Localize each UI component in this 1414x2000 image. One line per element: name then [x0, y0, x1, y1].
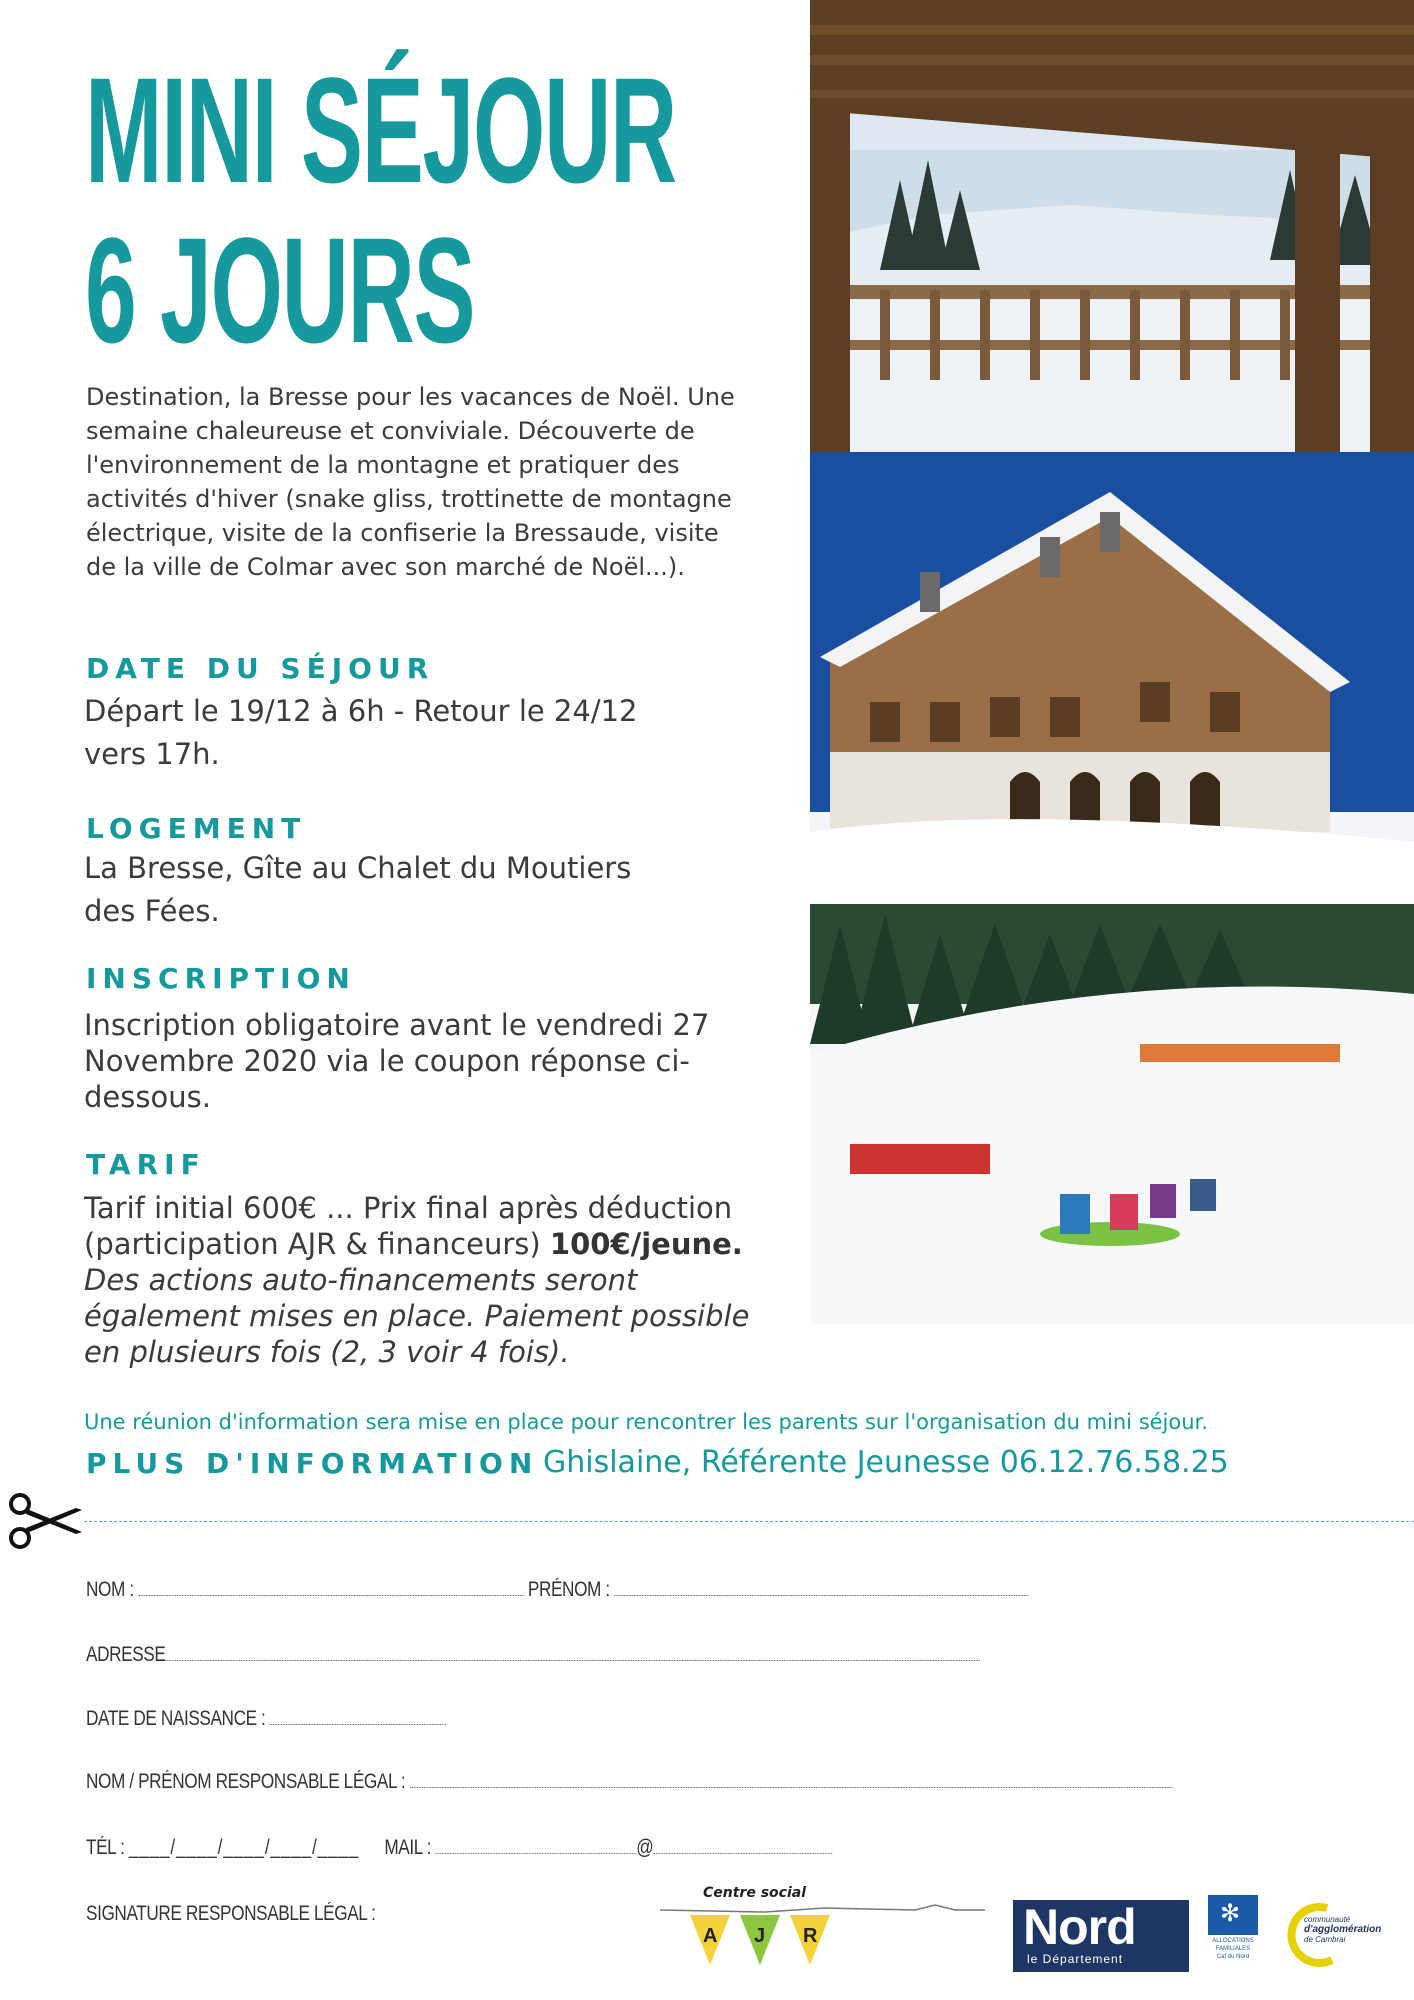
caf-line-2: FAMILIALES — [1215, 1946, 1251, 1952]
ajr-top-text: Centre social — [703, 1885, 806, 1901]
mail-label: MAIL : — [384, 1836, 432, 1859]
row-naissance — [86, 1707, 446, 1731]
more-info-contact: Ghislaine, Référente Jeunesse 06.12.76.58.25 — [543, 1445, 1229, 1480]
meeting-note: Une réunion d'information sera mise en place pour rencontrer les parents sur l'organisation du mini séjour. — [84, 1410, 1208, 1434]
caf-star-icon: ✻ — [1220, 1899, 1241, 1927]
date-text: Départ le 19/12 à 6h - Retour le 24/12 vers 17h. — [84, 694, 638, 771]
cut-line — [84, 1521, 1414, 1522]
page-title — [85, 46, 785, 374]
row-nom — [86, 1578, 1028, 1602]
cambrai-line-3: de Cambrai — [1304, 1935, 1346, 1944]
photo-balcony-view — [810, 0, 1414, 452]
title-line-2: 6 JOURS — [85, 206, 475, 374]
caf-line-1: ALLOCATIONS — [1212, 1938, 1254, 1944]
tarif-text — [84, 1190, 754, 1370]
caf-line-3: Caf du Nord — [1216, 1954, 1250, 1960]
logement-text: La Bresse, Gîte au Chalet du Moutiers des Fées. — [84, 851, 632, 928]
ajr-letter-r: R — [803, 1925, 818, 1947]
adresse-field[interactable] — [165, 1645, 979, 1661]
ajr-letter-j: J — [754, 1925, 766, 1947]
tarif-note: Des actions auto-financements seront également mises en place. Paiement possible en plusieurs fois (2, 3 voir 4 fois). — [84, 1263, 750, 1369]
logo-caf — [1208, 1895, 1258, 1975]
at-sign: @ — [636, 1836, 654, 1859]
inscription-heading: INSCRIPTION — [86, 962, 356, 995]
naissance-field[interactable] — [270, 1709, 446, 1725]
tel-label: TÉL : — [86, 1836, 125, 1859]
logo-cambrai — [1282, 1900, 1392, 1980]
responsable-label: NOM / PRÉNOM RESPONSABLE LÉGAL : — [86, 1770, 406, 1793]
tarif-plain: Tarif initial 600€ ... Prix final après déduction (participation AJR & financeurs) — [84, 1191, 733, 1261]
nom-label: NOM : — [86, 1578, 134, 1601]
logement-heading: LOGEMENT — [86, 812, 307, 845]
adresse-label: ADRESSE — [86, 1643, 166, 1666]
caf-emblem — [1208, 1895, 1258, 1935]
inscription-text: Inscription obligatoire avant le vendredi 27 Novembre 2020 via le coupon réponse ci-dessous. — [84, 1008, 710, 1114]
logo-ajr — [655, 1880, 990, 1990]
prenom-field[interactable] — [614, 1580, 1028, 1596]
naissance-label: DATE DE NAISSANCE : — [86, 1707, 266, 1730]
intro-paragraph: Destination, la Bresse pour les vacances de Noël. Une semaine chaleureuse et conviviale. Découverte de l'environnement de la montagne et pratiquer des activités d'hiver (snake gliss, trottinette de montagne électrique, visite de la confiserie la Bressaude, visite de la ville de Colmar avec son marché de Noël...). — [86, 383, 735, 581]
row-signature — [86, 1902, 376, 1926]
row-contact — [86, 1836, 832, 1860]
mail-domain-field[interactable] — [653, 1838, 832, 1854]
cambrai-line-1: communauté — [1304, 1915, 1351, 1924]
tarif-heading: TARIF — [86, 1148, 206, 1181]
nord-subtext: le Département — [1027, 1952, 1124, 1966]
mail-user-field[interactable] — [435, 1838, 636, 1854]
signature-label: SIGNATURE RESPONSABLE LÉGAL : — [86, 1902, 376, 1925]
nom-field[interactable] — [138, 1580, 523, 1596]
prenom-label: PRÉNOM : — [527, 1578, 610, 1601]
cambrai-text — [1304, 1915, 1381, 1945]
logo-nord — [1013, 1900, 1189, 1972]
ajr-letter-a: A — [703, 1925, 718, 1947]
nord-text: Nord — [1023, 1899, 1136, 1955]
responsable-field[interactable] — [410, 1772, 1173, 1788]
row-responsable — [86, 1770, 1172, 1794]
caf-text — [1208, 1937, 1258, 1961]
photo-chalet — [810, 452, 1414, 904]
title-line-1: MINI SÉJOUR — [85, 46, 676, 214]
row-adresse — [86, 1643, 980, 1667]
cambrai-line-2: d'agglomération — [1304, 1924, 1382, 1935]
date-heading: DATE DU SÉJOUR — [86, 652, 435, 685]
tarif-price: 100€/jeune. — [549, 1227, 743, 1261]
tel-field[interactable]: ____/____/____/____/____ — [128, 1836, 360, 1859]
more-info-heading: PLUS D'INFORMATION — [86, 1447, 539, 1480]
photo-snake-gliss — [810, 904, 1414, 1324]
scissors-icon — [6, 1492, 86, 1552]
